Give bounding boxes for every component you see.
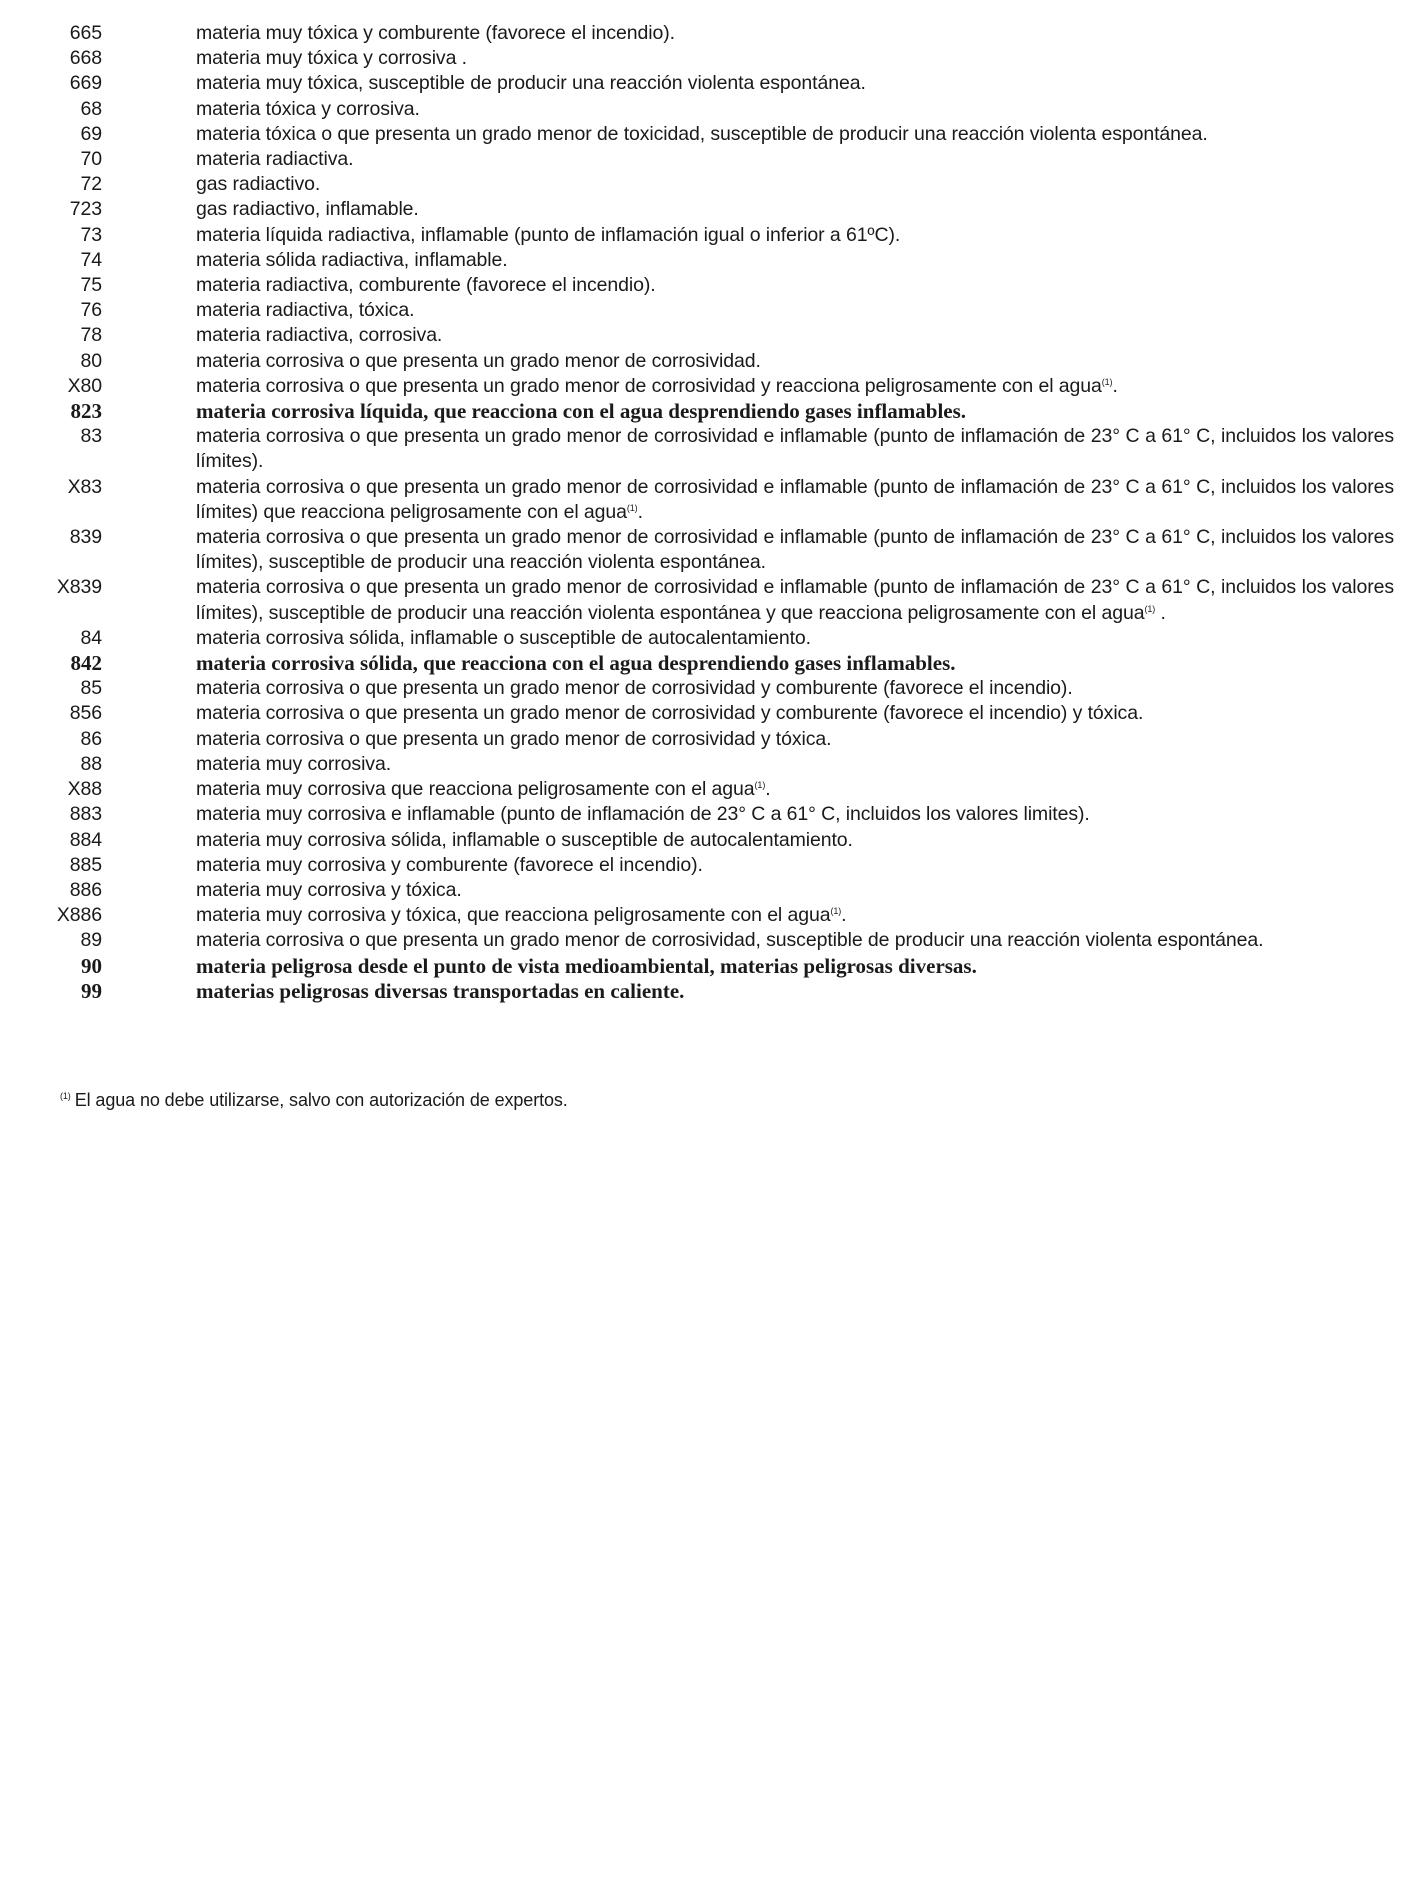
footnote-text: El agua no debe utilizarse, salvo con autorización de expertos. — [74, 1090, 568, 1110]
hazard-code: 83 — [80, 425, 102, 448]
footnote-reference: (1) — [626, 502, 638, 513]
description-text: materia muy corrosiva y comburente (favorece el incendio). — [196, 853, 703, 876]
description-text: materia corrosiva sólida, inflamable o susceptible de autocalentamiento. — [196, 626, 811, 649]
description-text: materia muy corrosiva que reacciona peligrosamente con el agua — [196, 778, 755, 801]
hazard-description — [196, 651, 1394, 676]
hazard-code: 75 — [80, 274, 102, 297]
list-item — [0, 651, 1408, 676]
hazard-code: 99 — [81, 978, 102, 1003]
description-text: materia corrosiva o que presenta un grado menor de corrosividad y comburente (favorece el incendio) y tóxica. — [196, 702, 1144, 725]
description-text: materia corrosiva o que presenta un grado menor de corrosividad e inflamable (punto de inflamación de 23° C a 61° C, incluidos los valores límites). — [196, 425, 1394, 473]
hazard-description — [196, 71, 1394, 96]
hazard-code: 90 — [81, 953, 102, 978]
description-text: materia corrosiva o que presenta un grado menor de corrosividad y comburente (favorece el incendio). — [196, 677, 1073, 700]
hazard-description — [196, 97, 1394, 122]
hazard-code: X886 — [56, 904, 102, 927]
hazard-code: X839 — [56, 576, 102, 599]
description-text: materia corrosiva o que presenta un grado menor de corrosividad e inflamable (punto de inflamación de 23° C a 61° C, incluidos los valores límites) que reacciona peligrosamente con el agua — [196, 475, 1394, 523]
hazard-description — [196, 223, 1394, 248]
hazard-description — [196, 273, 1394, 298]
hazard-code: 80 — [80, 349, 102, 372]
hazard-description — [196, 828, 1394, 853]
hazard-description — [196, 122, 1394, 147]
list-item — [0, 727, 1408, 752]
list-item — [0, 248, 1408, 273]
hazard-description — [196, 475, 1394, 525]
hazard-code: 839 — [69, 526, 102, 549]
description-end-punctuation: . — [1112, 374, 1118, 397]
hazard-code: 842 — [70, 651, 102, 676]
hazard-code: 823 — [70, 399, 102, 424]
hazard-code: 84 — [80, 626, 102, 649]
hazard-description — [196, 954, 1394, 979]
footnote-reference: (1) — [754, 780, 766, 791]
list-item — [0, 878, 1408, 903]
description-text: materia muy corrosiva sólida, inflamable o susceptible de autocalentamiento. — [196, 828, 853, 851]
description-text: materia corrosiva o que presenta un grado menor de corrosividad, susceptible de producir una reacción violenta espontánea. — [196, 929, 1264, 952]
description-text: materia peligrosa desde el punto de vista medioambiental, materias peligrosas diversas. — [196, 953, 977, 978]
hazard-code: 78 — [80, 324, 102, 347]
hazard-code: 665 — [69, 22, 102, 44]
hazard-code: 74 — [80, 248, 102, 271]
list-item — [0, 374, 1408, 399]
description-end-punctuation: . — [765, 778, 771, 801]
list-item — [0, 928, 1408, 953]
list-item — [0, 954, 1408, 979]
hazard-description — [196, 323, 1394, 348]
hazard-description — [196, 298, 1394, 323]
hazard-code: X88 — [67, 778, 102, 801]
hazard-code: 70 — [80, 148, 102, 171]
description-text: materia tóxica o que presenta un grado menor de toxicidad, susceptible de producir una reacción violenta espontánea. — [196, 122, 1208, 145]
hazard-description — [196, 802, 1394, 827]
list-item — [0, 323, 1408, 348]
list-item — [0, 71, 1408, 96]
hazard-description — [196, 979, 1394, 1004]
hazard-description — [196, 676, 1394, 701]
hazard-description — [196, 46, 1394, 71]
description-text: materia corrosiva líquida, que reacciona con el agua desprendiendo gases inflamables. — [196, 399, 967, 424]
list-item — [0, 172, 1408, 197]
hazard-description — [196, 349, 1394, 374]
hazard-code: 669 — [69, 72, 102, 95]
list-item — [0, 752, 1408, 777]
description-text: materia líquida radiactiva, inflamable (punto de inflamación igual o inferior a 61ºC). — [196, 223, 901, 246]
hazard-description — [196, 701, 1394, 726]
hazard-description — [196, 21, 1394, 46]
hazard-code: 883 — [69, 803, 102, 826]
hazard-description — [196, 903, 1394, 928]
list-item — [0, 197, 1408, 222]
hazard-code: 73 — [80, 223, 102, 246]
hazard-code: 88 — [80, 752, 102, 775]
hazard-code: 89 — [80, 929, 102, 952]
hazard-code-list — [0, 21, 1408, 1004]
list-item — [0, 853, 1408, 878]
list-item — [0, 424, 1408, 474]
description-text: materia radiactiva. — [196, 148, 354, 171]
list-item — [0, 147, 1408, 172]
description-text: materia radiactiva, tóxica. — [196, 299, 415, 322]
description-text: materia sólida radiactiva, inflamable. — [196, 248, 508, 271]
description-text: gas radiactivo, inflamable. — [196, 198, 419, 221]
description-text: materia tóxica y corrosiva. — [196, 97, 420, 120]
hazard-description — [196, 248, 1394, 273]
hazard-description — [196, 197, 1394, 222]
list-item — [0, 828, 1408, 853]
list-item — [0, 97, 1408, 122]
description-end-punctuation: . — [637, 500, 643, 523]
hazard-description — [196, 777, 1394, 802]
list-item — [0, 46, 1408, 71]
list-item — [0, 21, 1408, 46]
hazard-description — [196, 878, 1394, 903]
description-text: materia muy corrosiva. — [196, 752, 392, 775]
footnote-mark: (1) — [60, 1091, 71, 1101]
list-item — [0, 701, 1408, 726]
hazard-code: 72 — [80, 173, 102, 196]
description-text: materias peligrosas diversas transportadas en caliente. — [196, 978, 685, 1003]
hazard-code: 884 — [69, 828, 102, 851]
hazard-code: 886 — [69, 878, 102, 901]
description-text: materia muy tóxica, susceptible de producir una reacción violenta espontánea. — [196, 72, 866, 95]
description-text: materia muy tóxica y corrosiva . — [196, 47, 467, 70]
list-item — [0, 676, 1408, 701]
list-item — [0, 399, 1408, 424]
list-item — [0, 575, 1408, 625]
hazard-description — [196, 626, 1394, 651]
hazard-description — [196, 928, 1394, 953]
hazard-code: 76 — [80, 299, 102, 322]
hazard-description — [196, 147, 1394, 172]
description-text: materia corrosiva o que presenta un grado menor de corrosividad y tóxica. — [196, 727, 832, 750]
list-item — [0, 298, 1408, 323]
hazard-code: 68 — [80, 97, 102, 120]
description-text: materia muy corrosiva y tóxica. — [196, 878, 462, 901]
hazard-description — [196, 727, 1394, 752]
hazard-description — [196, 853, 1394, 878]
hazard-description — [196, 575, 1394, 625]
description-text: materia corrosiva o que presenta un grado menor de corrosividad. — [196, 349, 761, 372]
footnote — [60, 1088, 568, 1112]
list-item — [0, 475, 1408, 525]
hazard-description — [196, 399, 1394, 424]
description-text: materia radiactiva, comburente (favorece el incendio). — [196, 274, 656, 297]
hazard-code: 885 — [69, 853, 102, 876]
footnote-reference: (1) — [830, 906, 842, 917]
hazard-description — [196, 752, 1394, 777]
description-end-punctuation: . — [841, 904, 847, 927]
hazard-code: 723 — [69, 198, 102, 221]
description-text: gas radiactivo. — [196, 173, 321, 196]
description-text: materia corrosiva o que presenta un grado menor de corrosividad e inflamable (punto de inflamación de 23° C a 61° C, incluidos los valores límites), susceptible de producir una reacción violenta espontánea y que reacciona peligrosamente con el agua — [196, 576, 1394, 624]
list-item — [0, 525, 1408, 575]
hazard-description — [196, 424, 1394, 474]
description-text: materia radiactiva, corrosiva. — [196, 324, 443, 347]
list-item — [0, 122, 1408, 147]
hazard-description — [196, 374, 1394, 399]
description-text: materia corrosiva o que presenta un grado menor de corrosividad y reacciona peligrosamente con el agua — [196, 374, 1102, 397]
hazard-code: 856 — [69, 702, 102, 725]
list-item — [0, 979, 1408, 1004]
description-text: materia muy corrosiva e inflamable (punto de inflamación de 23° C a 61° C, incluidos los valores limites). — [196, 803, 1090, 826]
footnote-reference: (1) — [1144, 603, 1156, 614]
description-text: materia muy tóxica y comburente (favorece el incendio). — [196, 22, 675, 44]
hazard-code: X83 — [67, 475, 102, 498]
hazard-code: 86 — [80, 727, 102, 750]
hazard-description — [196, 525, 1394, 575]
hazard-code: 69 — [80, 122, 102, 145]
list-item — [0, 273, 1408, 298]
list-item — [0, 349, 1408, 374]
hazard-code: X80 — [67, 374, 102, 397]
list-item — [0, 802, 1408, 827]
list-item — [0, 903, 1408, 928]
description-text: materia corrosiva sólida, que reacciona con el agua desprendiendo gases inflamables. — [196, 651, 956, 676]
description-text: materia corrosiva o que presenta un grado menor de corrosividad e inflamable (punto de inflamación de 23° C a 61° C, incluidos los valores límites), susceptible de producir una reacción violenta espontánea. — [196, 526, 1394, 574]
footnote-reference: (1) — [1101, 376, 1113, 387]
hazard-description — [196, 172, 1394, 197]
list-item — [0, 777, 1408, 802]
list-item — [0, 223, 1408, 248]
hazard-code: 85 — [80, 677, 102, 700]
hazard-code: 668 — [69, 47, 102, 70]
list-item — [0, 626, 1408, 651]
description-text: materia muy corrosiva y tóxica, que reacciona peligrosamente con el agua — [196, 904, 831, 927]
description-end-punctuation: . — [1155, 601, 1166, 624]
